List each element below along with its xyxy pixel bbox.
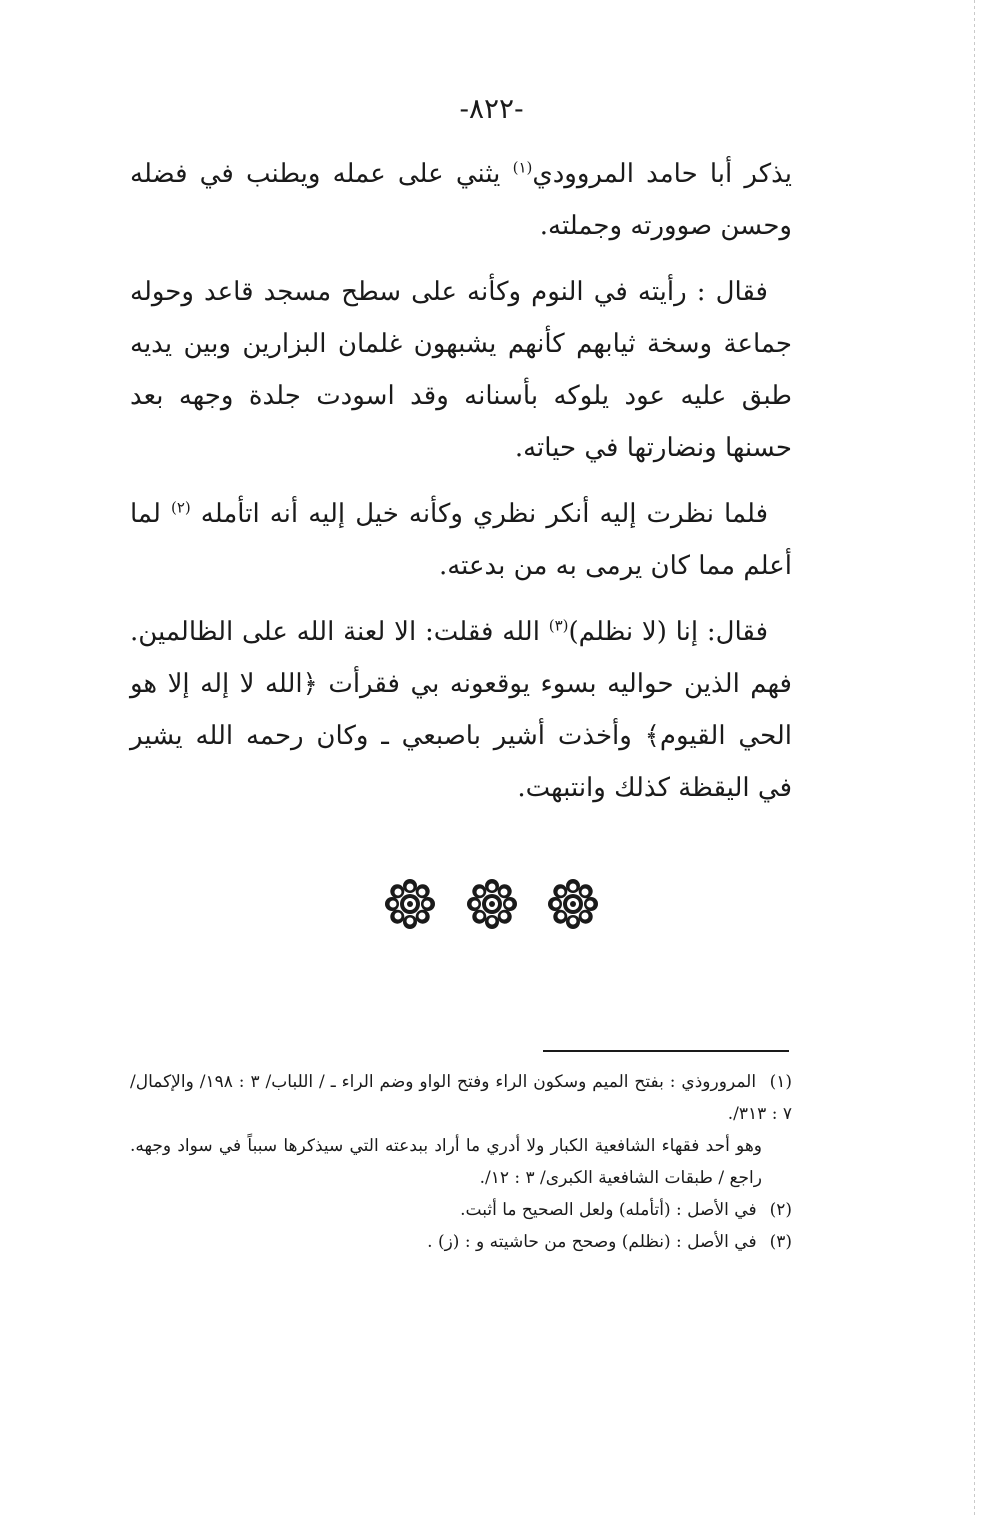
footnote-text: المروروذي : بفتح الميم وسكون الراء وفتح الواو وضم الراء ـ / اللباب/ ٣ : ١٩٨/ والإكمال/ ٧ : ٣١٣/. (130, 1072, 792, 1124)
footnote-ref-3: (٣) (548, 616, 569, 635)
paragraph-text: لما أعلم مما كان يرمى به من بدعته. (130, 499, 792, 581)
paragraph-text: فلما نظرت إليه أنكر نظري وكأنه خيل إليه أنه اتأمله (190, 499, 769, 529)
footnote-number: (٢) (769, 1200, 792, 1220)
paragraph-1 (130, 148, 792, 252)
footnote-ref-1: (١) (512, 158, 533, 177)
paragraph-text: الله فقلت: الا لعنة الله على الظالمين. فهم الذين حواليه بسوء يوقعونه بي فقرأت ﴿الله لا إله إلا هو الحي القيوم﴾ وأخذت أشير باصبعي ـ وكان رحمه الله يشير في اليقظة كذلك وانتبهت. (130, 617, 792, 803)
footnote-3 (130, 1226, 792, 1258)
flower-ornament-icon (547, 878, 599, 930)
footnote-text: وهو أحد فقهاء الشافعية الكبار ولا أدري ما أراد ببدعته التي سيذكرها سبباً في سواد وجهه. راجع / طبقات الشافعية الكبرى/ ٣ : ١٢/. (130, 1136, 762, 1188)
paragraph-text: يثني على عمله ويطنب في فضله وحسن صوورته وجملته. (130, 159, 792, 241)
footnote-number: (٣) (769, 1232, 792, 1252)
page-edge-line (974, 0, 975, 1517)
main-text (130, 148, 792, 828)
paragraph-3 (130, 488, 792, 592)
footnote-1 (130, 1066, 792, 1130)
footnote-ref-2: (٢) (170, 498, 191, 517)
paragraph-text: فقال : رأيته في النوم وكأنه على سطح مسجد قاعد وحوله جماعة وسخة ثيابهم كأنهم يشبهون غلمان البزارين وبين يديه طبق عليه عود يلوكه بأسنانه وقد اسودت جلدة وجهه بعد حسنها ونضارتها في حياته. (130, 277, 792, 463)
paragraph-2 (130, 266, 792, 474)
paragraph-text: يذكر أبا حامد المروودي (532, 159, 792, 189)
flower-ornament-icon (384, 878, 436, 930)
footnote-number: (١) (769, 1072, 792, 1092)
page-number: -٨٢٢- (459, 92, 524, 125)
footnotes (130, 1066, 792, 1258)
footnote-separator (543, 1050, 789, 1052)
footnote-text: في الأصل : (أتأمله) ولعل الصحيح ما أثبت. (460, 1200, 757, 1220)
footnote-text: في الأصل : (نظلم) وصحح من حاشيته و : (ز) . (427, 1232, 757, 1252)
paragraph-text: فقال: إنا (لا نظلم) (568, 617, 769, 647)
flower-ornament-icon (466, 878, 518, 930)
footnote-2 (130, 1194, 792, 1226)
section-divider (0, 878, 983, 934)
paragraph-4 (130, 606, 792, 814)
footnote-1-continued (130, 1130, 792, 1194)
